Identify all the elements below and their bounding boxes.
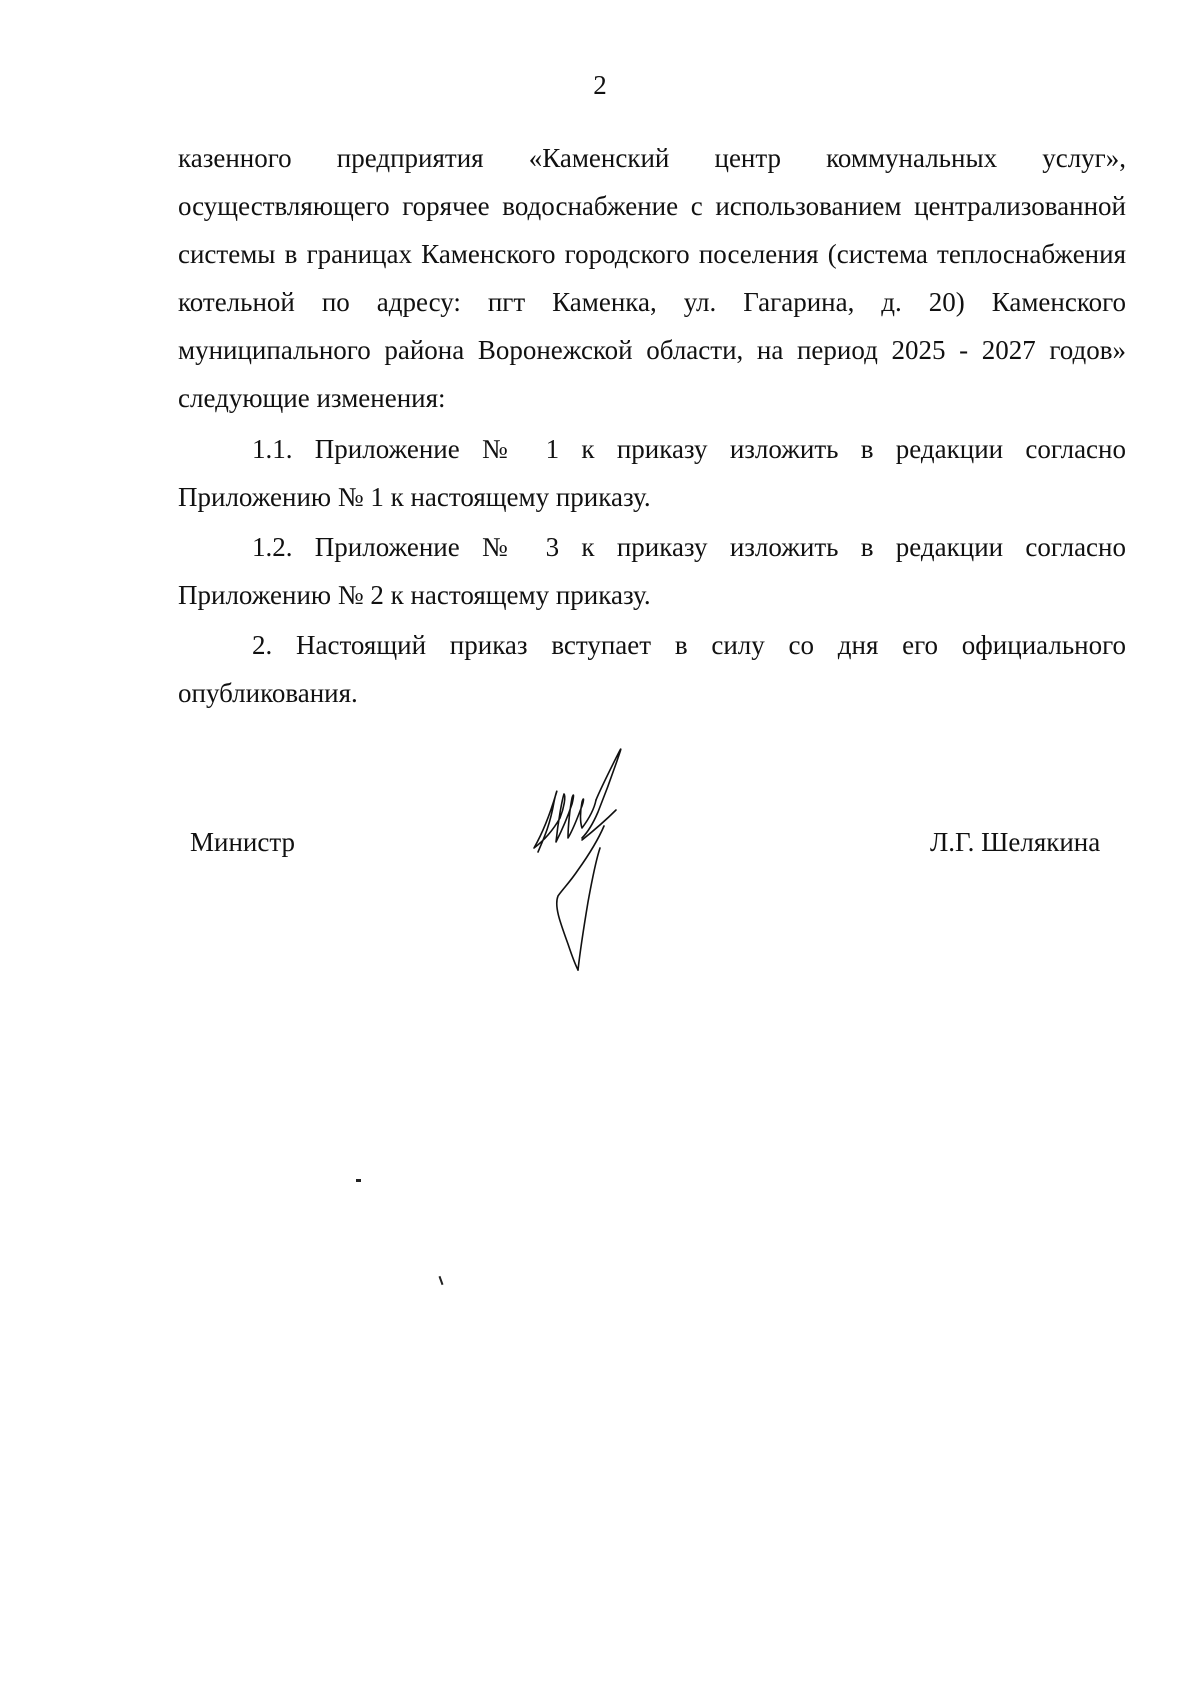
scan-speck — [439, 1276, 444, 1285]
paragraph-item-1-2: 1.2. Приложение № 3 к приказу изложить в редакции согласно Приложению № 2 к настоящему приказу. — [178, 532, 1126, 610]
handwritten-signature — [520, 730, 670, 980]
page-number: 2 — [593, 70, 607, 100]
scan-speck — [356, 1179, 361, 1182]
paragraph-main: казенного предприятия «Каменский центр коммунальных услуг», осуществляющего горячее водоснабжение с использованием централизованной системы в границах Каменского городского поселения (система теплоснабжения котельной по адресу: пгт Каменка, ул. Гагарина, д. 20) Каменского муниципального района Воронежской области, на период 2025 - 2027 годов» следующие изменения: — [178, 143, 1126, 413]
paragraph-item-2: 2. Настоящий приказ вступает в силу со дня его официального опубликования. — [178, 630, 1126, 708]
signatory-name: Л.Г. Шелякина — [930, 827, 1101, 857]
paragraph-item-1-1: 1.1. Приложение № 1 к приказу изложить в редакции согласно Приложению № 1 к настоящему приказу. — [178, 434, 1126, 512]
signatory-title: Министр — [190, 827, 295, 857]
